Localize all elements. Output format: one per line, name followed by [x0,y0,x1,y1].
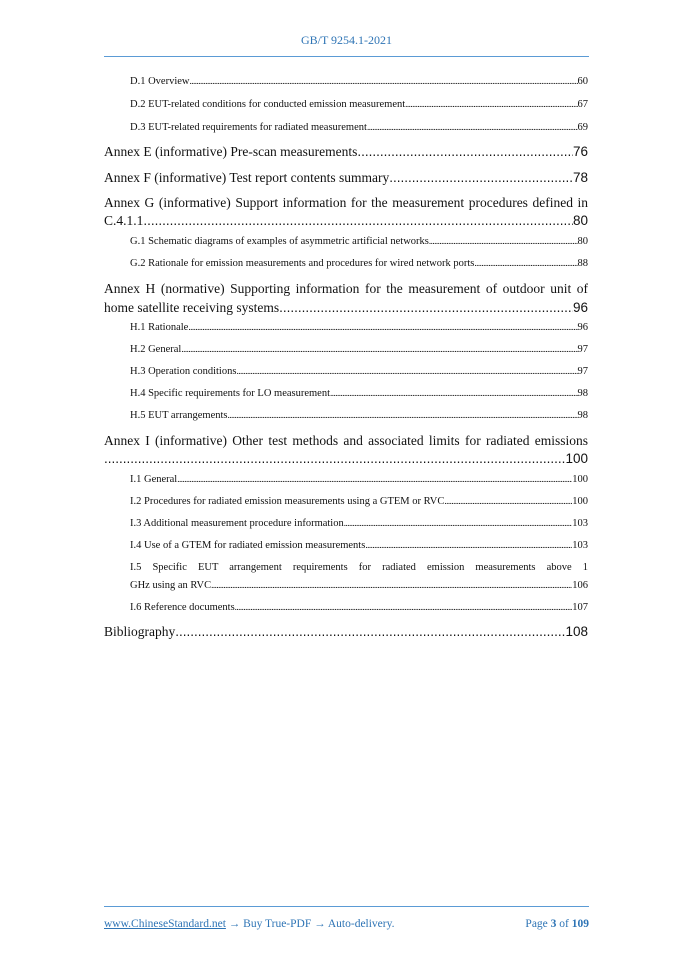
toc-entry-h3[interactable] [130,366,588,377]
total-pages: 109 [571,918,589,930]
footer-promo [104,918,395,930]
toc-leader-dots [143,213,573,228]
toc-leader-dots [227,410,577,420]
toc-entry-page: 100 [572,496,588,507]
toc-entry-title: H.3 Operation conditions [130,366,237,377]
of-label: of [559,918,569,930]
current-page: 3 [550,918,557,930]
toc-leader-dots [330,388,577,398]
toc-entry-title: D.3 EUT-related requirements for radiated measurement [130,122,367,133]
toc-entry-d3[interactable] [130,122,588,133]
toc-entry-title: GHz using an RVC [130,580,212,591]
toc-entry-page: 96 [572,300,588,315]
toc-entry-title: H.4 Specific requirements for LO measurement [130,388,331,399]
toc-leader-dots [367,122,578,132]
toc-leader-dots [175,624,565,639]
toc-entry-page: 108 [565,624,588,639]
toc-leader-dots [236,366,577,376]
page-label: Page [525,918,548,930]
toc-leader-dots [405,99,577,109]
toc-leader-dots [279,300,573,315]
toc-entry-page: 97 [577,344,588,355]
toc-entry-annex-g[interactable] [104,213,588,229]
buy-link[interactable]: Buy True-PDF [243,918,312,930]
footer-rule [104,906,589,907]
toc-leader-dots [429,236,578,246]
toc-leader-dots [181,344,577,354]
toc-entry-page: 80 [577,236,588,247]
page-header: GB/T 9254.1-2021 [300,33,393,47]
toc-leader-dots [444,496,572,506]
toc-entry-i4[interactable] [130,540,588,551]
toc-leader-dots [211,580,572,590]
toc-leader-dots [104,451,565,466]
toc-entry-page: 98 [577,410,588,421]
toc-entry-title: Annex E (informative) Pre-scan measurements [104,144,358,159]
toc-entry-i2[interactable] [130,496,588,507]
toc-entry-page: 97 [577,366,588,377]
toc-entry-page: 60 [577,76,588,87]
toc-entry-page: 103 [572,540,588,551]
toc-leader-dots [474,258,577,268]
delivery-text: Auto-delivery. [327,918,395,930]
toc-entry-h5[interactable] [130,410,588,421]
toc-leader-dots [357,144,573,159]
toc-leader-dots [235,602,573,612]
toc-entry-page: 67 [577,99,588,110]
toc-entry-title: H.1 Rationale [130,322,189,333]
toc-entry-title: I.3 Additional measurement procedure information [130,518,344,529]
toc-leader-dots [344,518,573,528]
arrow-right-icon: → [228,918,241,930]
toc-entry-title: C.4.1.1 [104,213,144,228]
site-link[interactable]: www.ChineseStandard.net [104,918,226,930]
toc-entry-i1[interactable] [130,474,588,485]
toc-entry-i5[interactable] [130,580,588,591]
toc-entry-g1[interactable] [130,236,588,247]
toc-entry-h2[interactable] [130,344,588,355]
toc-entry-page: 103 [572,518,588,529]
toc-entry-title: G.1 Schematic diagrams of examples of asymmetric artificial networks [130,236,429,247]
toc-leader-dots [188,322,577,332]
toc-entry-page: 100 [565,451,588,466]
toc-entry-page: 80 [572,213,588,228]
toc-leader-dots [177,474,572,484]
toc-entry-title: I.6 Reference documents [130,602,235,613]
toc-entry-title: Bibliography [104,624,176,639]
toc-leader-dots [189,76,577,86]
arrow-right-icon: → [314,918,326,930]
toc-entry-title: D.2 EUT-related conditions for conducted emission measurement [130,99,406,110]
toc-entry-d2[interactable] [130,99,588,110]
toc-entry-title: H.5 EUT arrangements [130,410,228,421]
page-number [525,918,589,930]
toc-entry-i3[interactable] [130,518,588,529]
toc-entry-annex-h[interactable] [104,300,588,316]
toc-entry-i6[interactable] [130,602,588,613]
toc-entry-d1[interactable] [130,76,588,87]
toc-entry-title: I.1 General [130,474,178,485]
toc-entry-i5-line1[interactable]: I.5 Specific EUT arrangement requirements for radiated emission measurements above 1 [130,562,588,573]
toc-entry-title: D.1 Overview [130,76,190,87]
toc-entry-title: I.4 Use of a GTEM for radiated emission measurements [130,540,366,551]
toc-entry-h4[interactable] [130,388,588,399]
toc-entry-page: 100 [572,474,588,485]
toc-entry-page: 78 [572,170,588,185]
toc-entry-annex-f[interactable] [104,170,588,186]
toc-entry-page: 88 [577,258,588,269]
toc-entry-title: G.2 Rationale for emission measurements and procedures for wired network ports [130,258,475,269]
toc-entry-annex-i-line1[interactable]: Annex I (informative) Other test methods and associated limits for radiated emissions [104,433,588,448]
toc-entry-title: H.2 General [130,344,182,355]
toc-entry-annex-g-line1[interactable]: Annex G (informative) Support information for the measurement procedures defined in [104,195,588,210]
toc-entry-g2[interactable] [130,258,588,269]
toc-entry-title: home satellite receiving systems [104,300,280,315]
toc-entry-annex-e[interactable] [104,144,588,160]
toc-leader-dots [365,540,572,550]
toc-entry-bibliography[interactable] [104,624,588,640]
toc-entry-annex-h-line1[interactable]: Annex H (normative) Supporting information for the measurement of outdoor unit of [104,281,588,296]
toc-entry-page: 98 [577,388,588,399]
toc-entry-title: I.2 Procedures for radiated emission measurements using a GTEM or RVC [130,496,445,507]
toc-entry-page: 107 [572,602,588,613]
toc-entry-page: 106 [572,580,588,591]
header-rule [104,56,589,57]
toc-entry-annex-i[interactable] [104,451,588,466]
toc-entry-title: Annex F (informative) Test report contents summary [104,170,390,185]
toc-entry-page: 96 [577,322,588,333]
toc-entry-page: 76 [572,144,588,159]
toc-leader-dots [389,170,573,185]
toc-entry-h1[interactable] [130,322,588,333]
toc-entry-page: 69 [577,122,588,133]
